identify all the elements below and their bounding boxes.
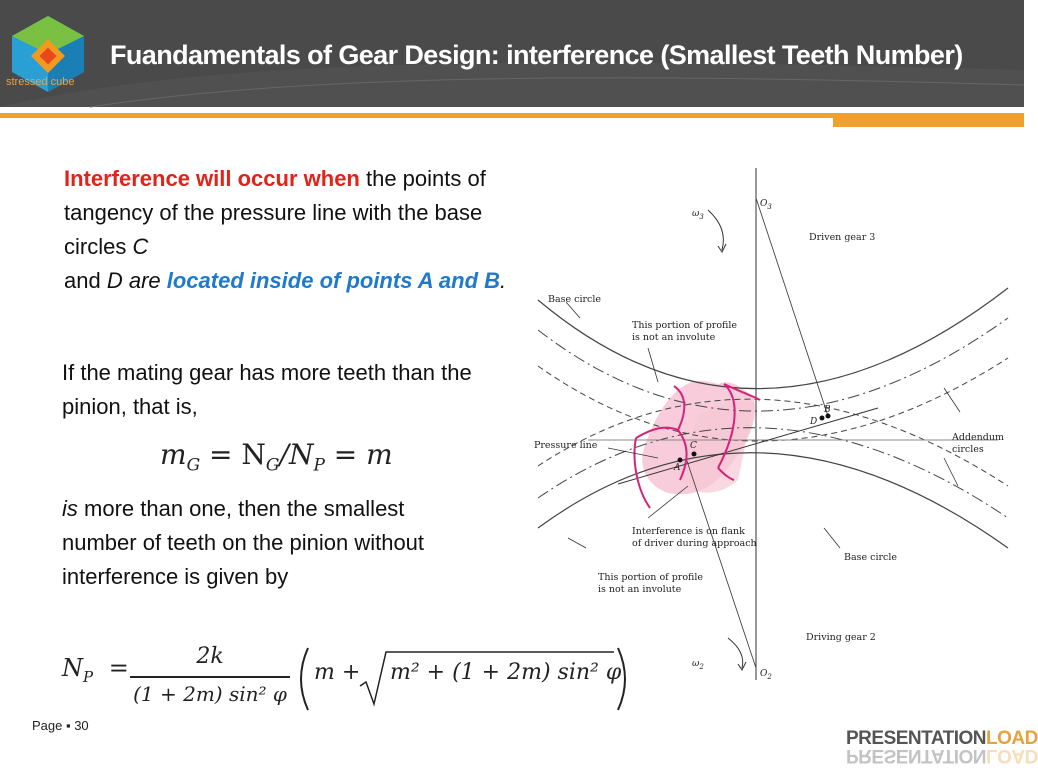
base-circle-label-bottom: Base circle [844, 552, 898, 563]
svg-text:B: B [824, 405, 831, 415]
equation-gear-ratio: $m_G = N_G/N_P = m$ [160, 438, 393, 476]
driven-gear-label: Driven gear 3 [809, 232, 876, 243]
sqrt-prefix: m + [314, 660, 361, 685]
svg-text:ω2: $\omega_2$ [692, 659, 704, 671]
non-involute-bottom-2: is not an involute [598, 584, 682, 595]
non-involute-top-1: This portion of profile [632, 320, 738, 331]
svg-text:C: C [690, 441, 697, 451]
base-circle-label-top: Base circle [548, 294, 602, 305]
paragraph-smallest-teeth: is more than one, then the smallest number of teeth on the pinion without interference is given by [62, 496, 425, 589]
fraction-numerator: 2k [196, 644, 224, 669]
interference-highlight: Interference will occur when [64, 166, 360, 191]
gear-interference-diagram [528, 168, 1024, 688]
addendum-label-1: Addendum [952, 432, 1004, 443]
non-involute-bottom-1: This portion of profile [598, 572, 704, 583]
o3-line [756, 198, 828, 416]
driving-base-circle [538, 453, 1008, 548]
driven-base-circle [538, 288, 1008, 389]
non-involute-top-2: is not an involute [632, 332, 716, 343]
orange-tab [833, 118, 1024, 127]
driving-addendum-circle [538, 399, 1008, 486]
interference-label-2: of driver during approach [632, 538, 757, 549]
svg-text:O2: $O_2$ [760, 669, 772, 681]
addendum-label-2: circles [952, 444, 984, 455]
equation-smallest-teeth: $N_P$ = [62, 654, 129, 686]
pressure-line-label: Pressure line [534, 440, 598, 451]
paragraph-mating-gear: If the mating gear has more teeth than the pinion, that is, [62, 360, 472, 419]
point-C [692, 452, 697, 457]
presentationload-logo: PRESENTATIONLOAD [846, 728, 1038, 749]
fraction-denominator: (1 + 2m) sin² φ [133, 682, 287, 706]
fraction-bar [130, 676, 290, 678]
omega3-arrow [708, 210, 723, 250]
sqrt-radicand: m² + (1 + 2m) sin² φ [390, 660, 622, 685]
page-number: Page ▪ 30 [32, 718, 89, 733]
omega2-arrow [728, 638, 743, 668]
svg-text:ω3: $\omega_3$ [692, 209, 704, 221]
svg-text:A: A [674, 463, 681, 473]
located-highlight: located inside of points A and B [166, 268, 501, 293]
point-A [678, 458, 683, 463]
paragraph-interference: Interference will occur when the points of tangency of the pressure line with the base circles C and D are located inside of points A and B. [64, 166, 507, 293]
driving-gear-label: Driving gear 2 [806, 632, 876, 643]
interference-label-1: Interference is on flank [632, 526, 745, 537]
logo-text: stressed cube [6, 76, 75, 88]
page-title: Fuandamentals of Gear Design: interference (Smallest Teeth Number) [110, 40, 963, 70]
logo-reflection: PRESENTATIONLOAD [846, 745, 1038, 766]
header-bar [0, 0, 1024, 107]
svg-text:O3: $O_3$ [760, 199, 772, 211]
svg-text:D: D [810, 417, 818, 427]
point-D [820, 416, 825, 421]
